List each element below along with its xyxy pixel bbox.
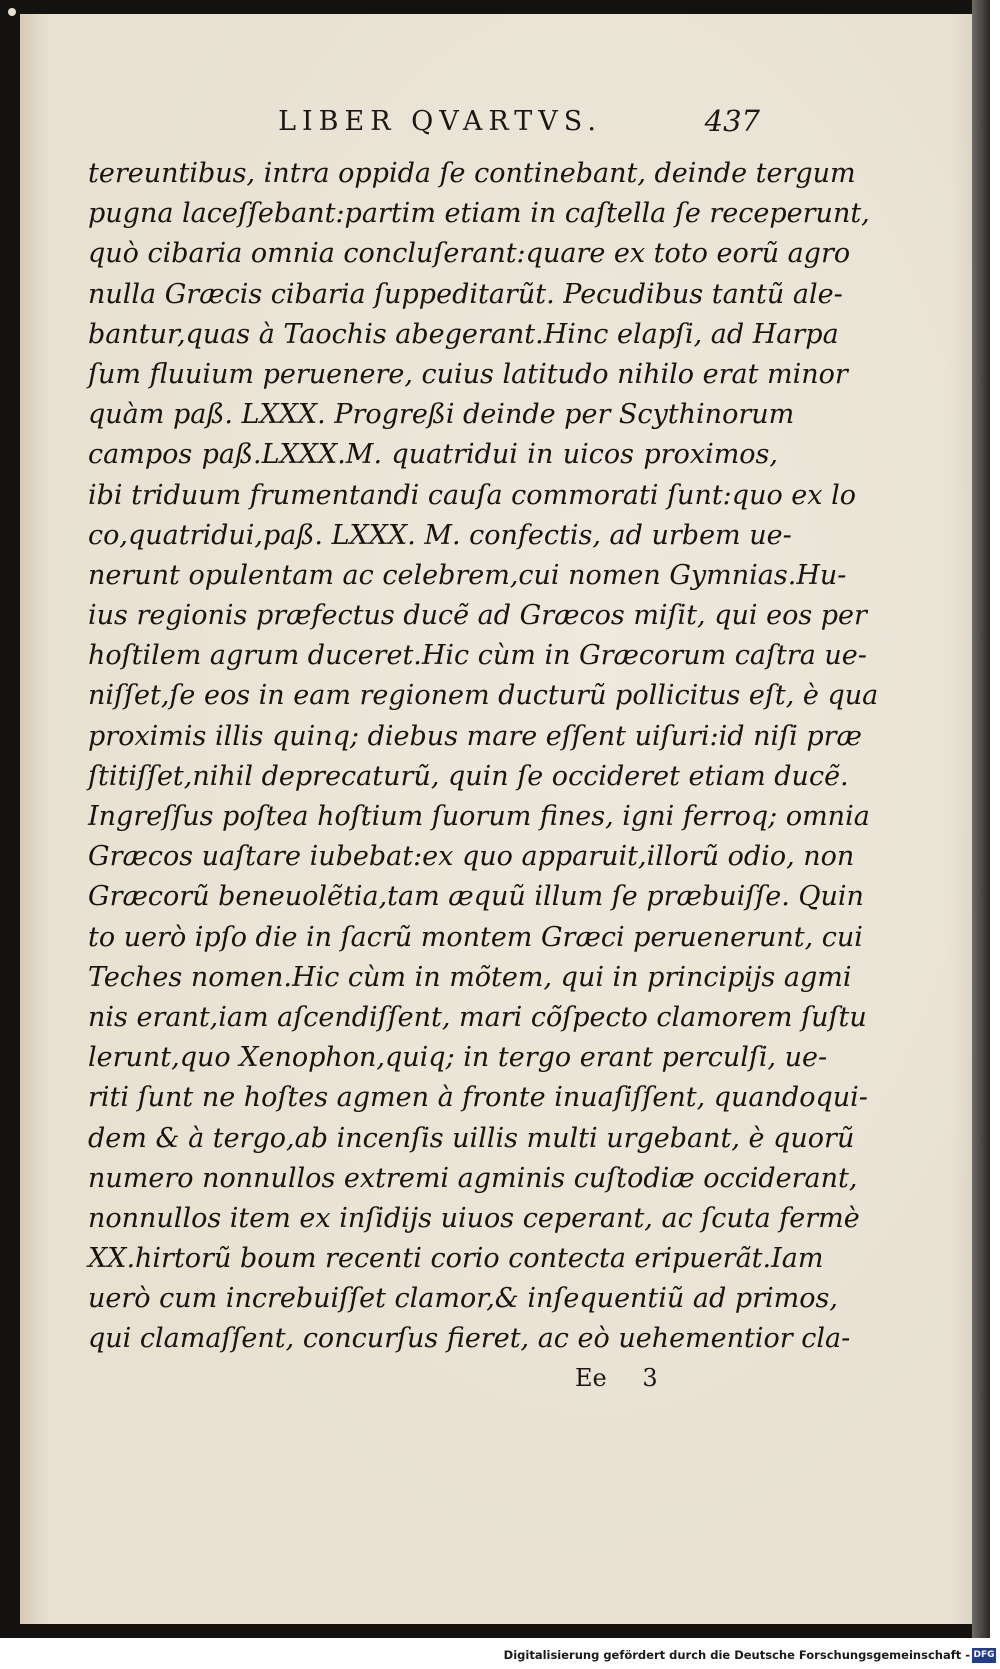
body-text bbox=[88, 154, 879, 1360]
running-head: LIBER QVARTVS. bbox=[278, 106, 602, 137]
footer-bar bbox=[0, 1646, 1000, 1669]
text-line: dem & à tergo,ab incenſis uillis multi urgebant, è quorũ bbox=[88, 1122, 855, 1154]
text-line: tereuntibus, intra oppida ſe continebant, deinde tergum bbox=[88, 158, 856, 189]
text-line: proximis illis quinq; diebus mare eſſent uiſuri:id niſi præ bbox=[88, 720, 862, 752]
signature-mark: Ee 3 bbox=[575, 1364, 658, 1392]
text-line: nulla Græcis cibaria ſuppeditarũt. Pecudibus tantũ ale- bbox=[88, 278, 843, 310]
text-line: uerò cum increbuiſſet clamor,& inſequentiũ ad primos, bbox=[88, 1283, 838, 1315]
text-line: quàm paß. LXXX. Progreßi deinde per Scythinorum bbox=[88, 399, 795, 431]
text-line: ſtitiſſet,nihil deprecaturũ, quin ſe occideret etiam ducẽ. bbox=[88, 760, 849, 792]
text-line: numero nonnullos extremi agminis cuſtodiæ occiderant, bbox=[88, 1162, 858, 1194]
funding-credit: Digitalisierung gefördert durch die Deutsche Forschungsgemeinschaft - bbox=[503, 1648, 970, 1662]
text-line: Græcorũ beneuolẽtia,tam æquũ illum ſe præbuiſſe. Quin bbox=[88, 881, 864, 913]
text-line: XX.hirtorũ boum recenti corio contecta eripuerãt.Iam bbox=[88, 1243, 824, 1275]
book-page bbox=[20, 14, 980, 1624]
text-line: ibi triduum frumentandi cauſa commorati ſunt:quo ex lo bbox=[88, 479, 856, 511]
text-line: nerunt opulentam ac celebrem,cui nomen Gymnias.Hu- bbox=[88, 559, 847, 591]
text-line: lerunt,quo Xenophon,quiq; in tergo erant perculſi, ue- bbox=[88, 1042, 828, 1074]
dfg-logo-icon: DFG bbox=[972, 1648, 996, 1663]
text-line: nis erant,iam aſcendiſſent, mari cõſpecto clamorem ſuſtu bbox=[88, 1001, 867, 1033]
text-line: niſſet,ſe eos in eam regionem ducturũ pollicitus eſt, è qua bbox=[88, 680, 879, 712]
text-line: riti ſunt ne hoſtes agmen à fronte inuaſiſſent, quandoqui- bbox=[88, 1082, 868, 1114]
text-line: to uerò ipſo die in ſacrũ montem Græci peruenerunt, cui bbox=[88, 921, 863, 953]
text-line: quò cibaria omnia concluſerant:quare ex toto eorũ agro bbox=[88, 238, 851, 270]
text-line: pugna laceſſebant:partim etiam in caſtella ſe receperunt, bbox=[88, 198, 870, 230]
binding-hole bbox=[8, 8, 16, 16]
text-line: ius regionis præfectus ducẽ ad Græcos miſit, qui eos per bbox=[88, 600, 867, 632]
text-line: hoſtilem agrum duceret.Hic cùm in Græcorum caſtra ue- bbox=[88, 640, 867, 672]
text-line: Teches nomen.Hic cùm in mõtem, qui in principijs agmi bbox=[88, 961, 852, 993]
text-line: nonnullos item ex inſidijs uiuos ceperant, ac ſcuta fermè bbox=[88, 1202, 860, 1234]
text-line: qui clamaſſent, concurſus fieret, ac eò uehementior cla- bbox=[88, 1323, 851, 1355]
page-edge-shadow bbox=[972, 0, 990, 1638]
text-line: Ingreſſus poſtea hoſtium ſuorum fines, igni ferroq; omnia bbox=[88, 801, 870, 832]
text-line: co,quatridui,paß. LXXX. M. confectis, ad urbem ue- bbox=[88, 519, 792, 551]
text-line: bantur,quas à Taochis abegerant.Hinc elapſi, ad Harpa bbox=[88, 318, 839, 350]
text-line: campos paß.LXXX.M. quatridui in uicos proximos, bbox=[88, 439, 778, 471]
page-number: 437 bbox=[704, 104, 760, 138]
text-line: ſum fluuium peruenere, cuius latitudo nihilo erat minor bbox=[88, 358, 848, 390]
text-line: Græcos uaſtare iubebat:ex quo apparuit,illorũ odio, non bbox=[88, 841, 855, 873]
